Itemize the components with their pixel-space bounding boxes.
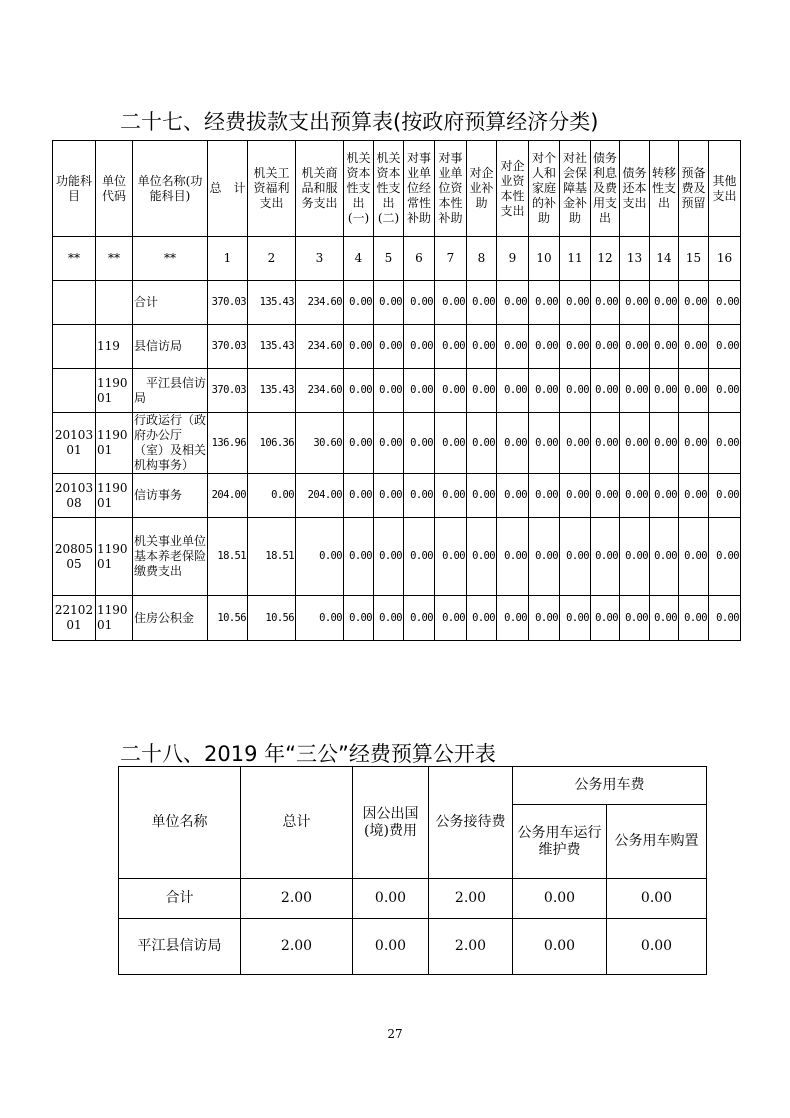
- value-cell: 0.00: [679, 518, 709, 596]
- value-cell: 0.00: [529, 281, 560, 325]
- value-cell: 0.00: [607, 879, 707, 919]
- value-cell: 18.51: [208, 518, 248, 596]
- value-cell: 0.00: [650, 596, 679, 641]
- value-cell: 0.00: [529, 596, 560, 641]
- value-cell: 0.00: [296, 596, 344, 641]
- value-cell: 0.00: [513, 919, 607, 975]
- function-code: 2010301: [53, 413, 96, 474]
- value-cell: 0.00: [404, 281, 435, 325]
- value-cell: 0.00: [620, 596, 650, 641]
- value-cell: 0.00: [560, 281, 591, 325]
- unit-code: [96, 281, 133, 325]
- value-cell: 0.00: [296, 518, 344, 596]
- value-cell: 0.00: [650, 369, 679, 413]
- index-cell: 5: [374, 237, 404, 281]
- value-cell: 0.00: [529, 325, 560, 369]
- index-cell: 12: [591, 237, 620, 281]
- value-cell: 135.43: [248, 369, 296, 413]
- value-cell: 0.00: [709, 281, 741, 325]
- value-cell: 0.00: [650, 413, 679, 474]
- value-cell: 0.00: [435, 413, 467, 474]
- index-cell: 15: [679, 237, 709, 281]
- index-cell: 2: [248, 237, 296, 281]
- value-cell: 0.00: [650, 518, 679, 596]
- value-cell: 0.00: [591, 369, 620, 413]
- column-header: 对企业补助: [467, 141, 497, 237]
- index-cell: 6: [404, 237, 435, 281]
- value-cell: 0.00: [344, 325, 374, 369]
- unit-name: 行政运行（政府办公厅（室）及相关机构事务）: [134, 413, 207, 472]
- value-cell: 0.00: [497, 369, 529, 413]
- function-code: [53, 325, 96, 369]
- unit-code: 119: [96, 325, 133, 369]
- value-cell: 0.00: [709, 518, 741, 596]
- value-cell: 0.00: [709, 474, 741, 518]
- value-cell: 0.00: [620, 518, 650, 596]
- value-cell: 135.43: [248, 325, 296, 369]
- value-cell: 0.00: [353, 919, 429, 975]
- column-header: 对事业单位经常性补助: [404, 141, 435, 237]
- value-cell: 234.60: [296, 281, 344, 325]
- value-cell: 0.00: [591, 596, 620, 641]
- value-cell: 0.00: [560, 325, 591, 369]
- table-row: [53, 413, 741, 474]
- function-code: 2210201: [53, 596, 96, 641]
- value-cell: 0.00: [467, 518, 497, 596]
- value-cell: 0.00: [344, 281, 374, 325]
- value-cell: 0.00: [404, 474, 435, 518]
- value-cell: 0.00: [679, 596, 709, 641]
- value-cell: 2.00: [241, 919, 353, 975]
- index-cell: 1: [208, 237, 248, 281]
- function-code: [53, 281, 96, 325]
- three-public-table: [118, 766, 707, 975]
- value-cell: 0.00: [591, 518, 620, 596]
- unit-name: 机关事业单位基本养老保险缴费支出: [133, 518, 208, 596]
- column-header: 对个人和家庭的补助: [529, 141, 560, 237]
- value-cell: 0.00: [497, 596, 529, 641]
- value-cell: 0.00: [435, 369, 467, 413]
- column-header: 机关资本性支出(一): [344, 141, 374, 237]
- header-total: 总计: [241, 767, 353, 879]
- value-cell: 0.00: [374, 518, 404, 596]
- value-cell: 0.00: [529, 474, 560, 518]
- value-cell: 0.00: [404, 518, 435, 596]
- value-cell: 0.00: [467, 369, 497, 413]
- value-cell: 0.00: [560, 369, 591, 413]
- value-cell: 0.00: [529, 518, 560, 596]
- index-cell: 11: [560, 237, 591, 281]
- function-code: 2010308: [53, 474, 96, 518]
- value-cell: 0.00: [404, 413, 435, 474]
- value-cell: 0.00: [374, 596, 404, 641]
- value-cell: 0.00: [435, 474, 467, 518]
- value-cell: 0.00: [650, 474, 679, 518]
- value-cell: 0.00: [620, 474, 650, 518]
- value-cell: 0.00: [467, 413, 497, 474]
- value-cell: 0.00: [248, 474, 296, 518]
- budget-table-economic: [52, 140, 741, 641]
- table-row: [53, 369, 741, 413]
- value-cell: 10.56: [208, 596, 248, 641]
- value-cell: 234.60: [296, 369, 344, 413]
- value-cell: 0.00: [344, 518, 374, 596]
- table-row: [53, 325, 741, 369]
- column-header: 功能科目: [53, 141, 96, 237]
- column-header: 其他支出: [709, 141, 741, 237]
- index-cell: 4: [344, 237, 374, 281]
- unit-name: 合计: [119, 879, 241, 919]
- value-cell: 0.00: [467, 596, 497, 641]
- table-row: [53, 518, 741, 596]
- value-cell: 0.00: [404, 325, 435, 369]
- value-cell: 0.00: [650, 281, 679, 325]
- column-header: 总 计: [208, 141, 248, 237]
- value-cell: 2.00: [429, 919, 513, 975]
- value-cell: 0.00: [435, 596, 467, 641]
- unit-name: 信访事务: [133, 474, 208, 518]
- value-cell: 0.00: [353, 879, 429, 919]
- value-cell: 0.00: [513, 879, 607, 919]
- index-cell: 8: [467, 237, 497, 281]
- value-cell: 0.00: [709, 596, 741, 641]
- header-unit: 单位名称: [119, 767, 241, 879]
- unit-code: 119001: [96, 596, 133, 641]
- index-cell: **: [53, 237, 96, 281]
- value-cell: 30.60: [296, 413, 344, 474]
- value-cell: 0.00: [374, 413, 404, 474]
- unit-code: 119001: [96, 518, 133, 596]
- value-cell: 0.00: [679, 474, 709, 518]
- value-cell: 10.56: [248, 596, 296, 641]
- column-header: 单位代码: [96, 141, 133, 237]
- table-row: [119, 879, 707, 919]
- column-header: 机关商品和服务支出: [296, 141, 344, 237]
- header-abroad: 因公出国(境)费用: [353, 767, 429, 879]
- index-cell: 13: [620, 237, 650, 281]
- value-cell: 0.00: [374, 369, 404, 413]
- header-car-run: 公务用车运行维护费: [513, 805, 607, 879]
- index-cell: **: [96, 237, 133, 281]
- column-header: 预备费及预留: [679, 141, 709, 237]
- table-row: [53, 596, 741, 641]
- value-cell: 0.00: [435, 518, 467, 596]
- column-header: 对企业资本性支出: [497, 141, 529, 237]
- unit-name: 县信访局: [133, 325, 208, 369]
- table-row: [53, 474, 741, 518]
- index-cell: 10: [529, 237, 560, 281]
- value-cell: 234.60: [296, 325, 344, 369]
- value-cell: 0.00: [620, 281, 650, 325]
- value-cell: 0.00: [560, 596, 591, 641]
- value-cell: 0.00: [529, 369, 560, 413]
- header-row: [53, 141, 741, 237]
- value-cell: 0.00: [435, 281, 467, 325]
- value-cell: 0.00: [374, 474, 404, 518]
- value-cell: 135.43: [248, 281, 296, 325]
- function-code: 2080505: [53, 518, 96, 596]
- value-cell: 0.00: [560, 413, 591, 474]
- header-car-buy: 公务用车购置: [607, 805, 707, 879]
- value-cell: 136.96: [208, 413, 248, 474]
- value-cell: 0.00: [467, 474, 497, 518]
- value-cell: 0.00: [404, 596, 435, 641]
- unit-code: 119001: [96, 474, 133, 518]
- value-cell: 0.00: [591, 325, 620, 369]
- value-cell: 370.03: [208, 281, 248, 325]
- column-header: 债务利息及费用支出: [591, 141, 620, 237]
- value-cell: 0.00: [344, 413, 374, 474]
- value-cell: 0.00: [467, 325, 497, 369]
- value-cell: 0.00: [650, 325, 679, 369]
- value-cell: 0.00: [374, 281, 404, 325]
- index-cell: 9: [497, 237, 529, 281]
- value-cell: 0.00: [620, 413, 650, 474]
- index-cell: 14: [650, 237, 679, 281]
- value-cell: 0.00: [620, 325, 650, 369]
- value-cell: 0.00: [529, 413, 560, 474]
- value-cell: 0.00: [679, 325, 709, 369]
- function-code: [53, 369, 96, 413]
- value-cell: 0.00: [467, 281, 497, 325]
- column-header: 机关资本性支出(二): [374, 141, 404, 237]
- value-cell: 0.00: [344, 596, 374, 641]
- index-cell: 7: [435, 237, 467, 281]
- table1-title: 二十七、经费拔款支出预算表(按政府预算经济分类): [120, 110, 599, 134]
- index-cell: 3: [296, 237, 344, 281]
- column-header: 对事业单位资本性补助: [435, 141, 467, 237]
- value-cell: 0.00: [591, 413, 620, 474]
- index-cell: **: [133, 237, 208, 281]
- value-cell: 204.00: [296, 474, 344, 518]
- unit-code: 119001: [96, 413, 133, 474]
- table-row: [119, 919, 707, 975]
- value-cell: 106.36: [248, 413, 296, 474]
- unit-name: 合计: [133, 281, 208, 325]
- value-cell: 0.00: [607, 919, 707, 975]
- value-cell: 0.00: [709, 369, 741, 413]
- value-cell: 2.00: [429, 879, 513, 919]
- unit-name: 平江县信访局: [119, 919, 241, 975]
- value-cell: 0.00: [374, 325, 404, 369]
- value-cell: 2.00: [241, 879, 353, 919]
- value-cell: 0.00: [620, 369, 650, 413]
- value-cell: 0.00: [709, 413, 741, 474]
- value-cell: 0.00: [497, 518, 529, 596]
- value-cell: 0.00: [560, 474, 591, 518]
- column-header: 对社会保障基金补助: [560, 141, 591, 237]
- index-cell: 16: [709, 237, 741, 281]
- value-cell: 0.00: [679, 281, 709, 325]
- value-cell: 0.00: [591, 281, 620, 325]
- value-cell: 370.03: [208, 325, 248, 369]
- column-header: 债务还本支出: [620, 141, 650, 237]
- unit-name: 平江县信访局: [133, 369, 208, 413]
- value-cell: 370.03: [208, 369, 248, 413]
- value-cell: 0.00: [679, 413, 709, 474]
- header-reception: 公务接待费: [429, 767, 513, 879]
- page-number: 27: [387, 1027, 403, 1041]
- table2-title: 二十八、2019 年“三公”经费预算公开表: [120, 742, 496, 766]
- column-header: 机关工资福利支出: [248, 141, 296, 237]
- value-cell: 0.00: [435, 325, 467, 369]
- value-cell: 0.00: [497, 325, 529, 369]
- value-cell: 0.00: [497, 281, 529, 325]
- value-cell: 0.00: [709, 325, 741, 369]
- value-cell: 0.00: [404, 369, 435, 413]
- value-cell: 0.00: [497, 413, 529, 474]
- header-car: 公务用车费: [513, 767, 707, 805]
- column-header: 单位名称(功能科目): [133, 141, 208, 237]
- value-cell: 0.00: [497, 474, 529, 518]
- table-row: [53, 281, 741, 325]
- index-row: [53, 237, 741, 281]
- value-cell: 0.00: [344, 369, 374, 413]
- unit-code: 119001: [96, 369, 133, 413]
- unit-name: 住房公积金: [133, 596, 208, 641]
- value-cell: 0.00: [560, 518, 591, 596]
- value-cell: 0.00: [679, 369, 709, 413]
- value-cell: 204.00: [208, 474, 248, 518]
- value-cell: 18.51: [248, 518, 296, 596]
- value-cell: 0.00: [344, 474, 374, 518]
- column-header: 转移性支出: [650, 141, 679, 237]
- value-cell: 0.00: [591, 474, 620, 518]
